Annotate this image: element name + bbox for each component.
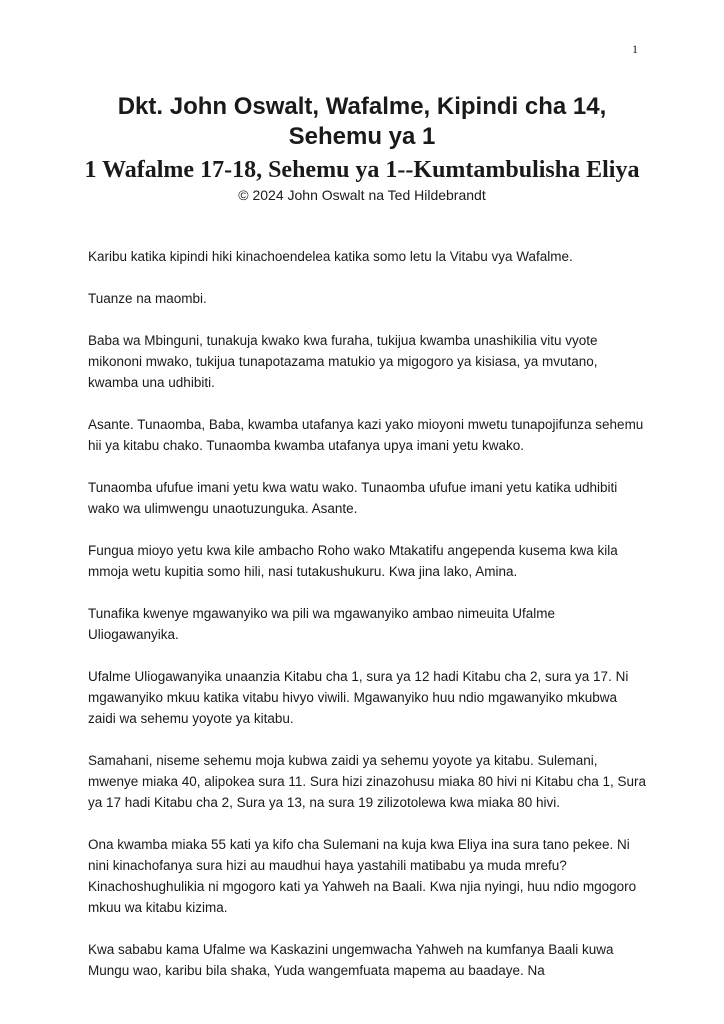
page-number: 1	[632, 42, 638, 56]
document-title: Dkt. John Oswalt, Wafalme, Kipindi cha 14, Sehemu ya 1	[117, 93, 607, 150]
paragraph: Ona kwamba miaka 55 kati ya kifo cha Sulemani na kuja kwa Eliya ina sura tano pekee. Ni nini kinachofanya sura hizi au maudhui haya yastahili matibabu ya muda mrefu? Kinachoshughulikia ni mgogoro kati ya Yahweh na Baali. Kwa njia nyingi, huu ndio mgogoro mkuu wa kitabu kizima.	[88, 837, 637, 915]
paragraph: Samahani, niseme sehemu moja kubwa zaidi ya sehemu yoyote ya kitabu. Sulemani, mwenye miaka 40, alipokea sura 11. Sura hizi zinazohusu miaka 80 hivi ni Kitabu cha 1, Sura ya 17 hadi Kitabu cha 2, Sura ya 13, na sura 19 zilizotolewa kwa miaka 80 hivi.	[88, 753, 647, 810]
paragraph: Tunafika kwenye mgawanyiko wa pili wa mgawanyiko ambao nimeuita Ufalme Uliogawanyika.	[88, 606, 555, 642]
body-text	[88, 246, 648, 1002]
document-subtitle: 1 Wafalme 17-18, Sehemu ya 1--Kumtambulisha Eliya	[84, 157, 640, 183]
paragraph: Karibu katika kipindi hiki kinachoendelea katika somo letu la Vitabu vya Wafalme.	[88, 249, 573, 264]
paragraph: Fungua mioyo yetu kwa kile ambacho Roho wako Mtakatifu angependa kusema kwa kila mmoja wetu kupitia somo hili, nasi tutakushukuru. Kwa jina lako, Amina.	[88, 543, 618, 579]
paragraph: Asante. Tunaomba, Baba, kwamba utafanya kazi yako mioyoni mwetu tunapojifunza sehemu hii ya kitabu chako. Tunaomba kwamba utafanya upya imani yetu kwako.	[88, 417, 644, 453]
paragraph: Baba wa Mbinguni, tunakuja kwako kwa furaha, tukijua kwamba unashikilia vitu vyote mikononi mwako, tukijua tunapotazama matukio ya migogoro ya kisiasa, ya mvutano, kwamba una udhibiti.	[88, 333, 598, 390]
paragraph: Ufalme Uliogawanyika unaanzia Kitabu cha 1, sura ya 12 hadi Kitabu cha 2, sura ya 17. Ni mgawanyiko mkuu katika vitabu hivyo viwili. Mgawanyiko huu ndio mgawanyiko mkubwa zaidi wa sehemu yoyote ya kitabu.	[88, 669, 629, 726]
paragraph: Tunaomba ufufue imani yetu kwa watu wako. Tunaomba ufufue imani yetu katika udhibiti wako wa ulimwengu unaotuzunguka. Asante.	[88, 480, 618, 516]
title-block	[80, 92, 644, 204]
paragraph: Tuanze na maombi.	[88, 291, 207, 306]
copyright-line: © 2024 John Oswalt na Ted Hildebrandt	[238, 187, 486, 203]
paragraph: Kwa sababu kama Ufalme wa Kaskazini ungemwacha Yahweh na kumfanya Baali kuwa Mungu wao, karibu bila shaka, Yuda wangemfuata mapema au baadaye. Na	[88, 942, 614, 978]
